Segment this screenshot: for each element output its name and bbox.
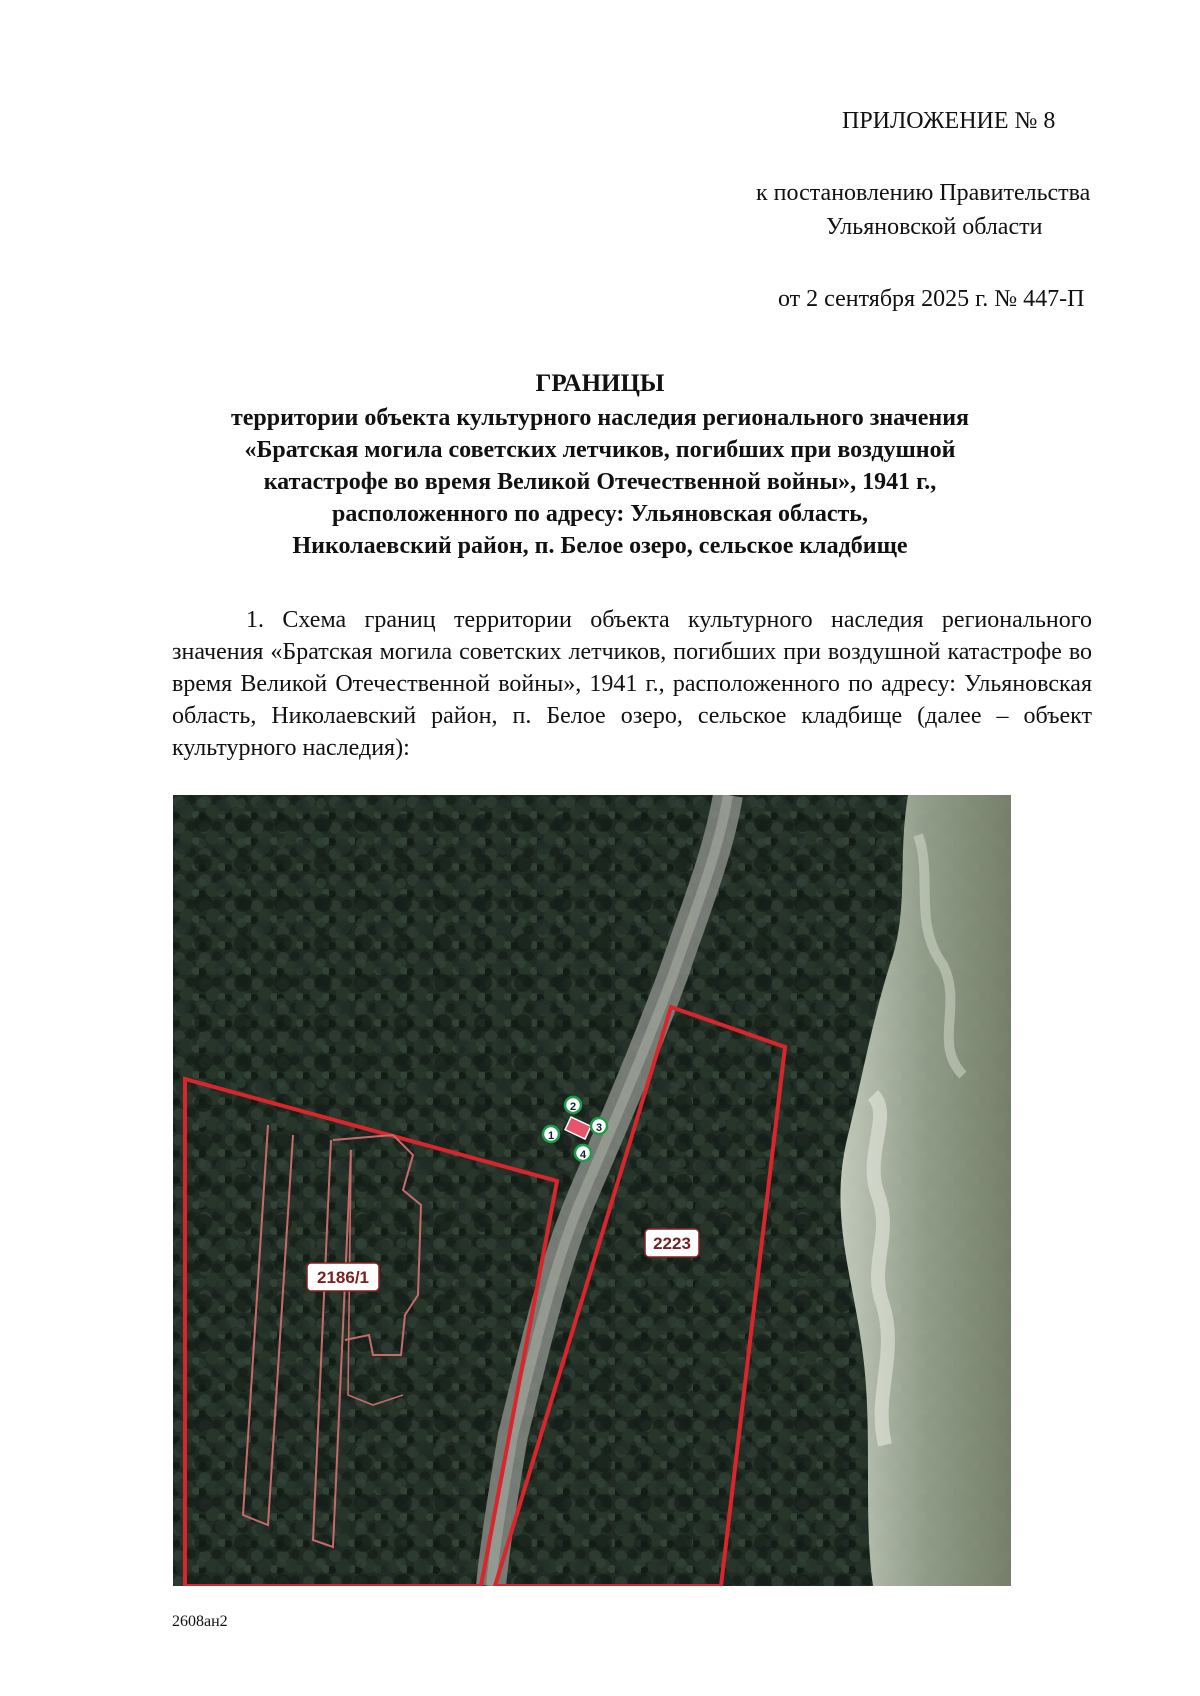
appendix-region-line: Ульяновской области (826, 214, 1043, 240)
parcel-2223-label (645, 1229, 699, 1257)
heading-line-4: расположенного по адресу: Ульяновская область, (332, 501, 868, 527)
section-1-paragraph (172, 604, 1092, 764)
document-heading (170, 368, 1030, 562)
boundary-map (173, 795, 1011, 1586)
heading-line-3: катастрофе во время Великой Отечественной войны», 1941 г., (263, 469, 937, 495)
appendix-date-number: от 2 сентября 2025 г. № 447-П (778, 286, 1085, 312)
boundary-point-4 (575, 1145, 591, 1161)
boundary-point-3 (591, 1118, 607, 1134)
heading-line-1: территории объекта культурного наследия регионального значения (230, 405, 970, 431)
boundary-point-2 (565, 1097, 581, 1113)
section-1-text: 1. Схема границ территории объекта культурного наследия регионального значения «Братская могила советских летчиков, погибших при воздушной катастрофе во время Великой Отечественной войны», 1941 г., расположенного по адресу: Ульяновская область, Николаевский район, п. Белое озеро, сельское кладбище (далее – объект культурного наследия): (172, 607, 1092, 761)
heading-title: ГРАНИЦЫ (535, 370, 665, 397)
heading-line-5: Николаевский район, п. Белое озеро, сельское кладбище (292, 533, 908, 559)
appendix-resolution-line: к постановлению Правительства (756, 180, 1091, 206)
boundary-point-2-label: 2 (569, 1101, 577, 1113)
satellite-map-svg (173, 795, 1011, 1586)
parcel-2186-1-label-text: 2186/1 (317, 1268, 369, 1287)
parcel-2186-1-label (307, 1263, 379, 1291)
parcel-2223-label-text: 2223 (653, 1234, 691, 1253)
boundary-point-3-label: 3 (595, 1122, 603, 1134)
heading-line-2: «Братская могила советских летчиков, погибших при воздушной (244, 437, 956, 463)
footer-document-code: 2608ан2 (172, 1613, 228, 1630)
boundary-point-4-label: 4 (579, 1149, 587, 1161)
boundary-point-1-label: 1 (547, 1130, 555, 1142)
appendix-title: ПРИЛОЖЕНИЕ № 8 (842, 108, 1056, 134)
boundary-point-1 (543, 1126, 559, 1142)
